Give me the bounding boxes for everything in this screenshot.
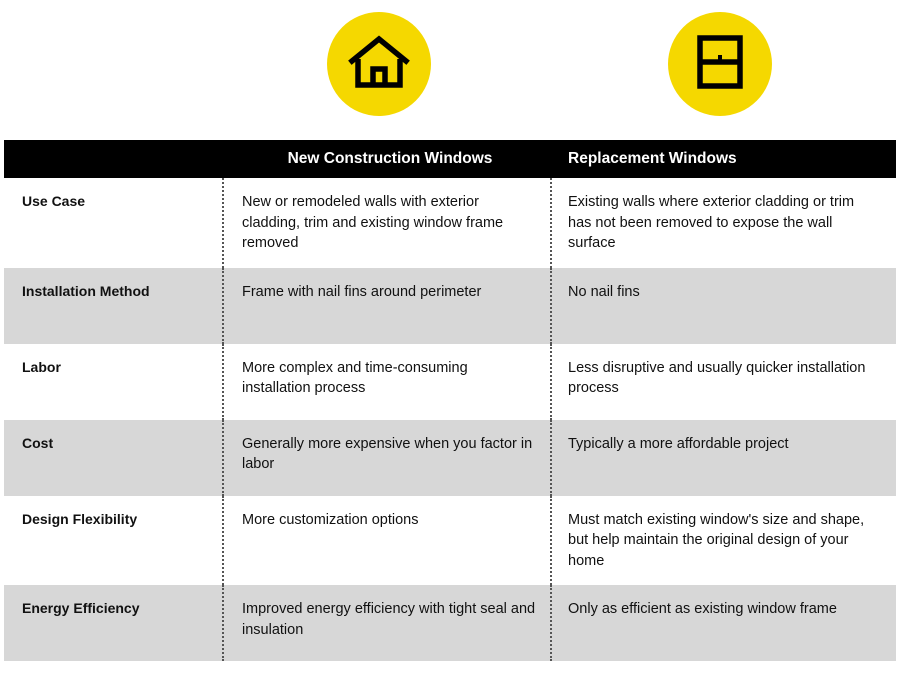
house-icon [348, 33, 410, 96]
row-label: Cost [22, 434, 54, 451]
comparison-table [4, 140, 896, 661]
row-value-new-construction: Frame with nail fins around perimeter [222, 268, 552, 344]
table-row [4, 496, 896, 586]
row-label: Installation Method [22, 282, 150, 299]
row-value-replacement: Typically a more affordable project [568, 435, 789, 452]
header-cell-new-construction: New Construction Windows [287, 150, 493, 167]
row-label: Labor [22, 358, 61, 375]
row-value-replacement: Existing walls where exterior cladding or trim has not been removed to expose the wall surface [568, 194, 855, 252]
row-value-replacement: No nail fins [568, 283, 640, 300]
row-value-replacement: Must match existing window's size and shape, but help maintain the original design of your home [568, 511, 865, 569]
row-label: Energy Efficiency [22, 600, 140, 617]
table-row [4, 585, 896, 661]
table-row [4, 420, 896, 496]
table-header-row [4, 140, 896, 178]
window-icon [692, 33, 748, 96]
row-value-replacement: Only as efficient as existing window frame [568, 601, 837, 618]
window-icon-badge [668, 12, 772, 116]
row-value-new-construction: More complex and time-consuming installation process [222, 344, 552, 420]
house-icon-badge [327, 12, 431, 116]
row-value-replacement: Less disruptive and usually quicker installation process [568, 359, 866, 397]
table-row [4, 268, 896, 344]
row-value-new-construction: Generally more expensive when you factor in labor [222, 420, 552, 496]
row-value-new-construction: More customization options [222, 496, 552, 586]
row-value-new-construction: New or remodeled walls with exterior cladding, trim and existing window frame removed [222, 178, 552, 268]
header-cell-replacement: Replacement Windows [568, 150, 737, 167]
row-label: Design Flexibility [22, 510, 138, 527]
row-label: Use Case [22, 193, 86, 209]
icon-row [0, 0, 900, 140]
table-row [4, 344, 896, 420]
table-row [4, 178, 896, 268]
row-value-new-construction: Improved energy efficiency with tight seal and insulation [222, 585, 552, 661]
